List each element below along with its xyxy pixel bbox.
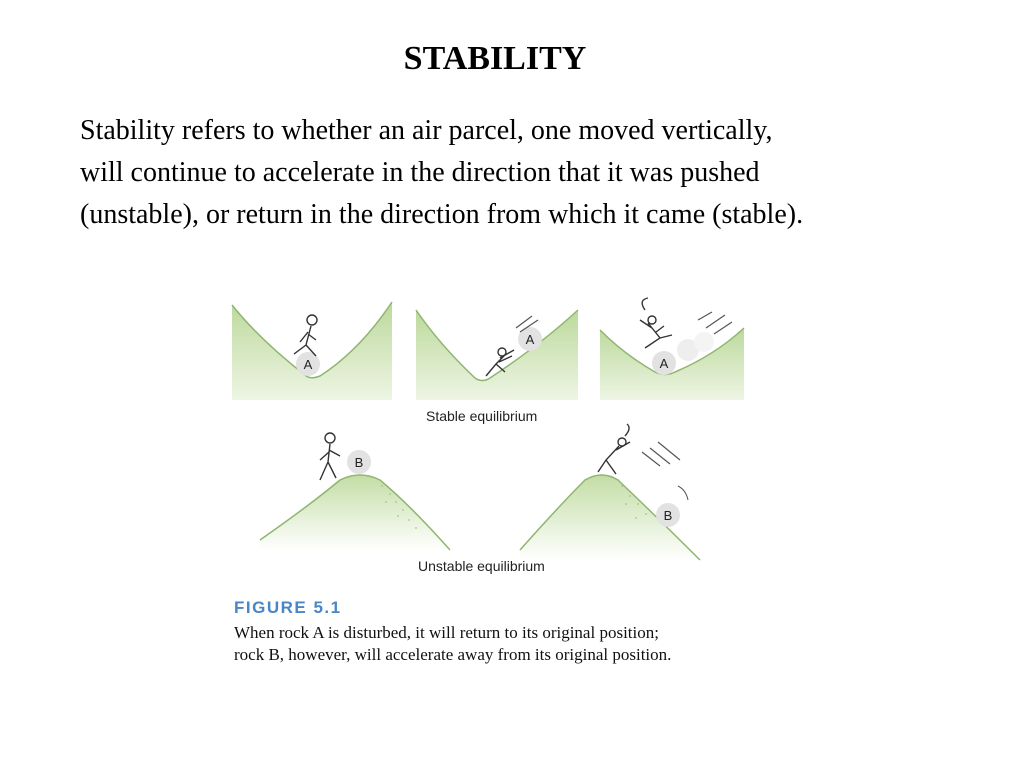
caption-line-2: rock B, however, will accelerate away from its original position.: [234, 645, 672, 664]
person-leaning-icon: [598, 424, 630, 474]
hill-panel-2: [520, 424, 700, 560]
hill-panel-1: [260, 433, 450, 550]
stability-illustration: [220, 290, 760, 590]
stable-equilibrium-label: Stable equilibrium: [426, 408, 538, 424]
figure-number: FIGURE 5.1: [234, 598, 342, 617]
person-falling-icon: [640, 298, 672, 348]
valley-panel-3: [600, 298, 744, 400]
person-standing-icon: [320, 433, 340, 480]
slide-title: STABILITY: [403, 40, 587, 77]
unstable-equilibrium-label: Unstable equilibrium: [418, 558, 545, 574]
rock-b-label-2: B: [663, 508, 673, 523]
valley-panel-1: [232, 302, 392, 400]
valley-panel-2: [416, 310, 578, 400]
caption-line-1: When rock A is disturbed, it will return to its original position;: [234, 623, 659, 642]
rock-a-label-2: A: [525, 332, 535, 347]
rock-a-label-1: A: [303, 357, 313, 372]
person-pushing-icon-1: [294, 315, 317, 356]
rock-b-label-1: B: [354, 455, 364, 470]
body-paragraph: [80, 110, 980, 236]
rock-a-label-3: A: [659, 356, 669, 371]
figure-caption: [234, 622, 671, 666]
body-line-2: will continue to accelerate in the direction that it was pushed: [80, 157, 760, 188]
body-line-1: Stability refers to whether an air parcel, one moved vertically,: [80, 115, 773, 146]
body-line-3: (unstable), or return in the direction from which it came (stable).: [80, 199, 804, 230]
